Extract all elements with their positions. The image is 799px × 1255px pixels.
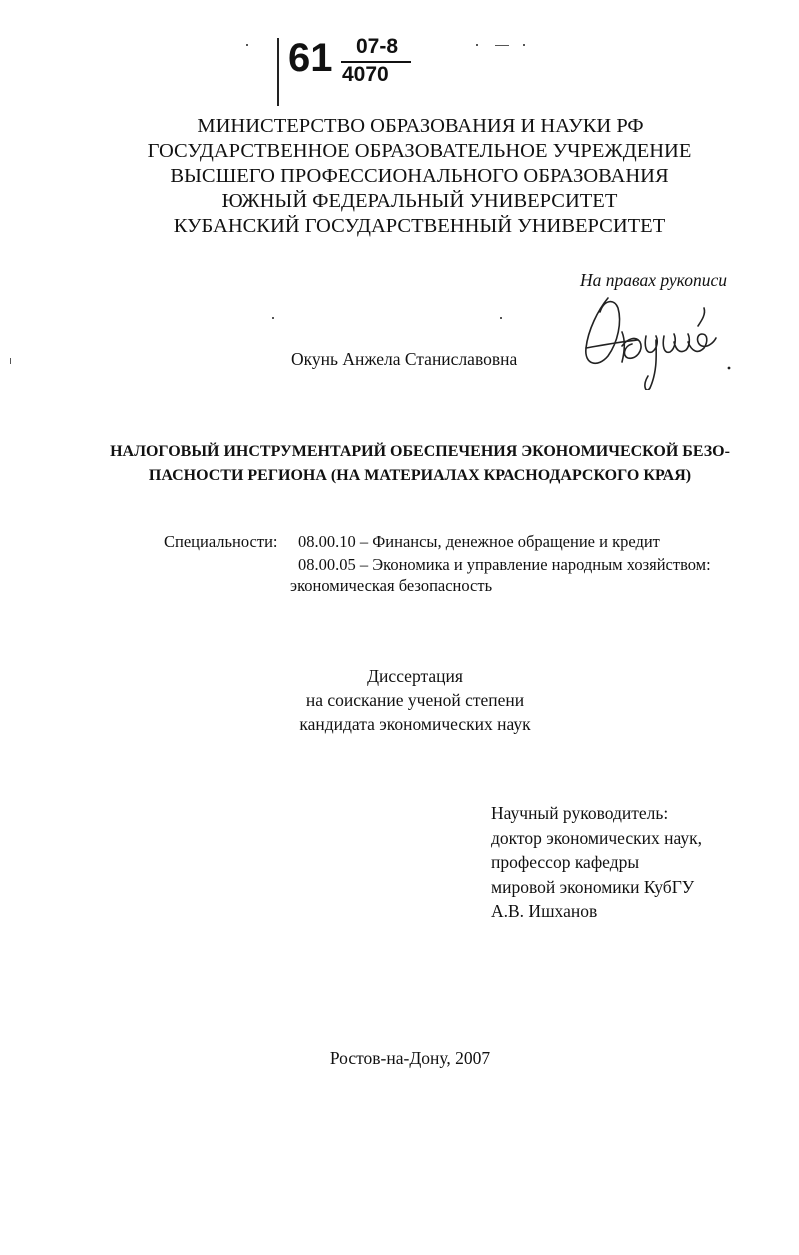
scan-speck [476, 44, 478, 46]
header-line: ВЫСШЕГО ПРОФЕССИОНАЛЬНОГО ОБРАЗОВАНИЯ [170, 165, 669, 187]
specialty-economics-cont: экономическая безопасность [290, 576, 493, 595]
author-name: Окунь Анжела Станиславовна [291, 349, 518, 369]
institution-header [0, 114, 799, 239]
supervisor-line: мировой экономики КубГУ [491, 876, 695, 897]
manuscript-rights-note: На правах рукописи [580, 270, 727, 290]
specialties-label: Специальности: [164, 532, 278, 551]
stamp-number: 61 [288, 36, 333, 80]
stamp-divider [277, 38, 279, 106]
scientific-supervisor [491, 801, 702, 924]
scan-speck [246, 44, 248, 46]
scan-speck [272, 317, 274, 319]
dissertation-title [60, 440, 780, 488]
header-line: ЮЖНЫЙ ФЕДЕРАЛЬНЫЙ УНИВЕРСИТЕТ [221, 190, 618, 212]
specialty-economics: 08.00.05 – Экономика и управление народным хозяйством: [298, 555, 711, 574]
supervisor-line: доктор экономических наук, [491, 827, 702, 848]
degree-line: кандидата экономических наук [299, 714, 531, 734]
degree-line: на соискание ученой степени [305, 690, 525, 710]
author-signature [578, 290, 738, 390]
header-line: КУБАНСКИЙ ГОСУДАРСТВЕННЫЙ УНИВЕРСИТЕТ [173, 215, 666, 237]
supervisor-line: А.В. Ишханов [491, 901, 598, 921]
specialty-finance: 08.00.10 – Финансы, денежное обращение и кредит [298, 532, 660, 551]
title-line: ПАСНОСТИ РЕГИОНА (НА МАТЕРИАЛАХ КРАСНОДАРСКОГО КРАЯ) [148, 467, 692, 484]
scan-speck [10, 358, 11, 364]
place-and-year: Ростов-на-Дону, 2007 [329, 1048, 491, 1068]
header-line: ГОСУДАРСТВЕННОЕ ОБРАЗОВАТЕЛЬНОЕ УЧРЕЖДЕНИЕ [147, 140, 692, 162]
degree-statement [250, 664, 580, 736]
degree-line: Диссертация [367, 666, 463, 686]
stamp-denominator: 4070 [342, 63, 389, 86]
stamp-numerator: 07-8 [356, 35, 399, 58]
supervisor-line: Научный руководитель: [491, 803, 669, 823]
scan-speck [500, 317, 502, 319]
scan-speck [495, 45, 509, 46]
scan-speck [523, 44, 525, 46]
title-line: НАЛОГОВЫЙ ИНСТРУМЕНТАРИЙ ОБЕСПЕЧЕНИЯ ЭКОНОМИЧЕСКОЙ БЕЗО- [110, 443, 730, 460]
header-line: МИНИСТЕРСТВО ОБРАЗОВАНИЯ И НАУКИ РФ [197, 115, 644, 137]
supervisor-line: профессор кафедры [491, 852, 640, 872]
